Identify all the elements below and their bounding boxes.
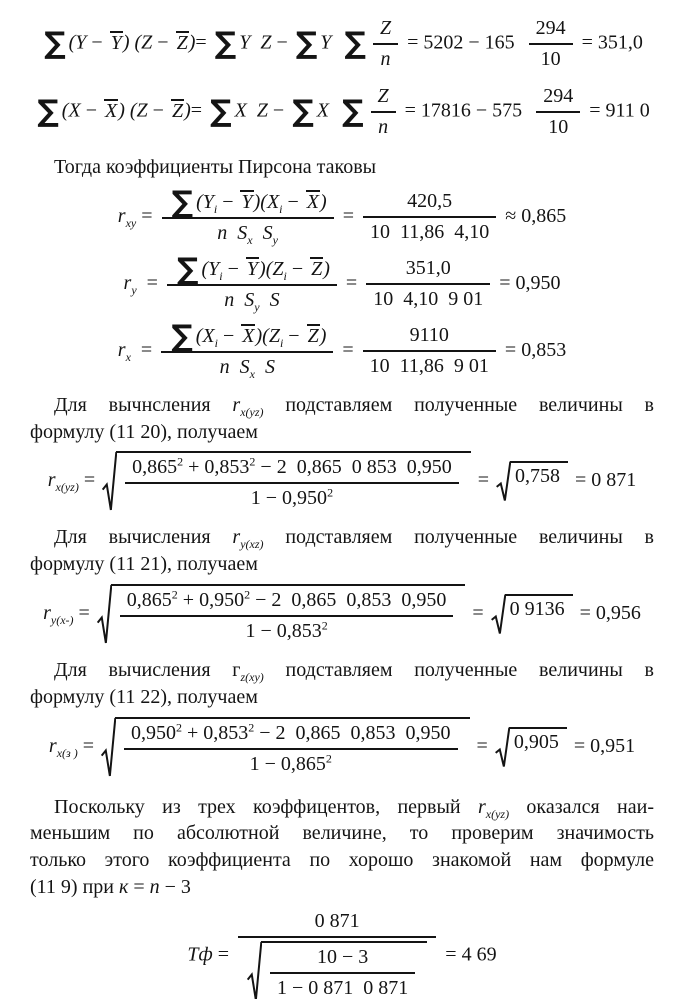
math-text: 0 9136 [509,598,565,621]
math-text: (Z [265,257,284,280]
formula-r-y [30,252,654,314]
subscript: x(з ) [56,745,78,760]
formula-r-y-xz-partial [30,584,654,645]
fraction [371,84,396,140]
overbar-variable: Z [171,99,184,122]
superscript: 2 [249,454,256,469]
math-text: n [380,48,391,70]
math-text: n [378,116,389,138]
math-text: = 0,853 [499,338,567,361]
math-text: = [130,338,158,361]
math-text: r [117,338,126,361]
math-text: Z [377,85,389,107]
math-text: Поскольку из трех коэффицентов, первый [54,795,478,818]
sum-symbol-icon: ∑ [176,252,199,288]
math-text: (Z [129,99,148,122]
radical [491,594,573,635]
subscript: i [219,268,223,283]
math-text: = [190,99,208,122]
math-text: 1 − 0 871 0 871 [277,976,409,999]
math-text: r [477,795,486,818]
math-text: Z [260,31,272,54]
math-text: − [283,324,305,347]
math-text: к [118,875,129,898]
math-text: = 5202 − 165 [402,31,525,54]
math-text [227,222,237,244]
equation-covariance-yz [30,16,654,72]
math-text: ) [255,324,263,347]
math-text: S [237,221,248,244]
overbar-variable: X [242,324,255,347]
subscript: x(yz) [55,480,79,495]
math-text: = 351,0 [576,31,643,54]
math-text: = 17816 − 575 [399,99,533,122]
formula-r-x-yz-partial [30,451,654,512]
math-text: r [48,734,57,757]
sum-symbol-icon: ∑ [214,26,237,61]
math-text: ) [188,31,196,54]
math-text: − [152,31,174,54]
math-text: − [217,190,239,213]
sum-symbol-icon: ∑ [44,26,66,61]
formula-r-x [30,319,654,381]
fraction [536,84,580,140]
subscript: z(xy) [240,669,264,684]
math-text: = [467,602,489,625]
fraction [120,588,454,644]
math-text: 1 − 0,950 [250,487,328,510]
math-text: оказался наи- [509,795,654,818]
fraction [124,721,458,777]
radical-sign-icon [101,717,116,778]
math-text: n [149,875,160,898]
math-text: − 3 [159,875,191,898]
math-text: 0,950 [130,721,176,744]
radical [97,584,466,645]
math-text: − [147,99,169,122]
subscript: y(xz) [240,537,264,552]
sum-symbol-icon: ∑ [210,94,232,129]
math-text [247,100,257,122]
math-text: = [128,875,150,898]
math-text: − [86,31,108,54]
math-text: = [78,469,101,492]
math-text: n [224,288,235,311]
math-text: Для вычнсления [54,393,233,416]
paragraph-significance-line4 [30,874,654,901]
math-text: = [77,734,99,757]
math-text: S [244,288,255,311]
fraction [363,323,496,379]
math-text: r [47,469,56,492]
math-text: S [239,355,250,378]
math-text: + 0,853 [181,721,249,744]
math-text: S [269,288,280,311]
subscript: i [279,335,284,350]
subscript: y(x-) [50,613,74,628]
math-text: 420,5 [407,190,453,213]
overbar-variable: Y [110,31,122,54]
math-text: Tф [187,943,213,966]
radical [496,461,568,502]
paragraph-significance-line1 [30,794,654,821]
math-text: ) [319,324,327,347]
sum-symbol-icon: ∑ [341,94,364,129]
overbar-variable: Y [246,257,259,280]
fraction [162,185,334,247]
math-text: = [212,943,235,966]
subscript: x [249,366,255,381]
math-text: = 0,956 [574,602,641,625]
math-text: Z [379,17,392,39]
math-text: = [73,602,95,625]
paragraph-significance-line3: только этого коэффициента по хорошо знакомой нам формуле [30,849,654,872]
math-text: Для вычисления г [54,658,241,681]
math-text: Y [320,31,332,54]
superscript: 2 [171,587,178,602]
math-text: 294 [543,85,574,107]
math-text: ) [122,31,130,54]
math-text [250,32,260,54]
math-text: подставляем полученные величины в [263,393,654,416]
superscript: 2 [321,618,328,633]
math-text: 10 [548,116,569,138]
math-text [331,32,341,54]
math-text: 294 [535,17,566,39]
math-text: r [232,526,241,549]
math-text [234,289,244,311]
math-text: X [316,99,329,122]
math-text: 10 − 3 [317,945,369,968]
math-text: = 0 871 [569,469,637,492]
paragraph-significance [30,794,654,901]
subscript: y [254,299,260,314]
radical-sign-icon [247,941,262,999]
fraction [270,945,415,999]
overbar-variable: Z [307,324,319,347]
radical-sign-icon [496,461,511,502]
sum-symbol-icon: ∑ [171,185,194,221]
radical-sign-icon [102,451,117,512]
math-text: 0,905 [513,730,559,753]
paragraph-rzxy-intro [30,657,654,711]
math-text: (Z [134,31,153,54]
math-text: = 911 0 [584,99,650,122]
subscript: x [247,232,253,247]
math-text: S [262,221,273,244]
math-text: 10 [540,48,561,70]
fraction [238,909,436,999]
fraction [366,256,490,312]
sum-symbol-icon: ∑ [292,94,314,129]
subscript: i [279,201,283,216]
sum-symbol-icon: ∑ [344,26,366,61]
overbar-variable: Z [176,31,188,54]
math-text: = [337,204,359,227]
paragraph-rzxy-intro-line1 [30,657,654,684]
math-text: = [340,271,363,294]
math-text: − 2 0,865 0 853 0,950 [255,456,452,479]
math-text: − [286,257,309,280]
sum-symbol-icon: ∑ [171,319,193,355]
formula-r-z-xy-partial [30,717,654,778]
subscript: i [214,335,218,350]
paragraph-ryxz-intro [30,524,654,578]
math-text: n [217,221,228,244]
math-text: = [136,271,163,294]
math-text [253,222,263,244]
radical-sign-icon [97,584,112,645]
paragraph-ryxz-intro-line1 [30,524,654,551]
subscript: xy [125,215,137,230]
math-text: − [80,99,102,122]
superscript: 2 [177,454,184,469]
math-text: ) [323,257,330,280]
math-text: − [267,99,290,122]
math-text: ) [320,190,327,213]
math-text: 1 − 0,865 [249,752,326,775]
fraction [125,455,459,511]
math-text: = [136,204,158,227]
math-text: n [219,355,230,378]
math-text: Y [239,31,251,54]
math-text: ) [259,257,266,280]
fraction [529,16,573,72]
paragraph-significance-line2: меньшим по абсолютной величине, то проверим значимость [30,822,654,845]
math-text: 0,865 [132,456,178,479]
math-text: r [43,602,51,625]
sum-symbol-icon: ∑ [37,94,59,129]
math-text: − [282,190,304,213]
equation-covariance-xz [30,84,654,140]
math-text: (Y [196,190,214,213]
math-text: (X [260,190,280,213]
paragraph-rxyz-intro-line2: формулу (11 20), получаем [30,420,258,443]
math-text: + 0,950 [177,588,245,611]
radical [102,451,471,512]
math-text: − [217,324,240,347]
subscript: x(yz) [485,806,510,821]
math-text: ≈ 0,865 [500,204,567,227]
radical [247,941,427,999]
math-text: 0,758 [514,465,560,488]
math-text [255,356,265,378]
formula-r-xy [30,185,654,247]
math-text: = 0,950 [494,271,561,294]
math-text: = 4 69 [440,943,497,966]
math-text: (11 9) при [30,875,119,898]
math-text [329,100,339,122]
subscript: x [125,349,131,364]
math-text: 351,0 [405,257,451,280]
math-text: X [234,99,247,122]
paragraph-rxyz-intro [30,392,654,446]
math-text: (Y [68,31,87,54]
radical-sign-icon [495,727,510,768]
math-text [230,356,240,378]
math-text: + 0,853 [183,456,250,479]
subscript: i [283,268,287,283]
sum-symbol-icon: ∑ [295,26,318,61]
subscript: i [213,201,218,216]
math-text: 9110 [409,324,449,347]
math-text: 1 − 0,853 [245,619,322,642]
overbar-variable: Y [241,190,253,213]
math-text: = [472,469,494,492]
math-text: S [264,355,275,378]
subscript: y [272,232,278,247]
superscript: 2 [248,719,255,734]
math-text: Z [256,99,268,122]
math-text: 10 4,10 9 01 [373,288,484,311]
superscript: 2 [175,719,182,734]
math-text: − 2 0,865 0,853 0,950 [254,721,451,744]
math-text: (Z [262,324,280,347]
superscript: 2 [244,587,251,602]
math-text: 0 871 [314,909,360,932]
overbar-variable: X [104,99,118,122]
radical [495,727,567,768]
math-text: = 0,951 [568,734,636,757]
math-text: (Y [201,257,220,280]
math-text [260,289,270,311]
math-text: − 2 0,865 0,853 0,950 [250,588,447,611]
subscript: y [131,282,137,297]
math-text: − [271,31,293,54]
radical-sign-icon [491,594,506,635]
math-text: = [337,338,359,361]
radical [101,717,470,778]
math-text: (X [61,99,81,122]
math-text: 0,865 [126,588,172,611]
pearson-intro-text: Тогда коэффициенты Пирсона таковы [54,156,377,178]
math-text: ) [118,99,125,122]
paragraph-rxyz-intro-line1 [30,392,654,419]
math-text: 10 11,86 9 01 [369,355,489,378]
math-text: r [232,393,241,416]
paragraph-ryxz-intro-line2: формулу (11 21), получаем [30,553,258,576]
superscript: 2 [327,485,334,500]
subscript: x(yz) [240,404,264,419]
overbar-variable: X [306,190,320,213]
math-text: r [117,204,126,227]
math-text: − [222,257,244,280]
formula-t-statistic [30,909,654,999]
math-text: 10 11,86 4,10 [369,221,490,244]
superscript: 2 [325,750,332,765]
fraction [161,319,333,381]
fraction [363,189,496,245]
math-text: Для вычисления [54,526,233,549]
math-text: (X [195,324,215,347]
math-text: подставляем полученные величины в [263,658,654,681]
math-text: r [123,271,132,294]
math-text: = [195,31,212,54]
paragraph-rzxy-intro-line2: формулу (11 22), получаем [30,685,258,708]
fraction [373,16,398,72]
fraction [167,252,337,314]
math-text: подставляем полученные величины в [263,526,654,549]
math-text: ) [253,190,261,213]
overbar-variable: Z [311,257,323,280]
math-text: = [471,734,493,757]
math-text: ) [184,99,191,122]
